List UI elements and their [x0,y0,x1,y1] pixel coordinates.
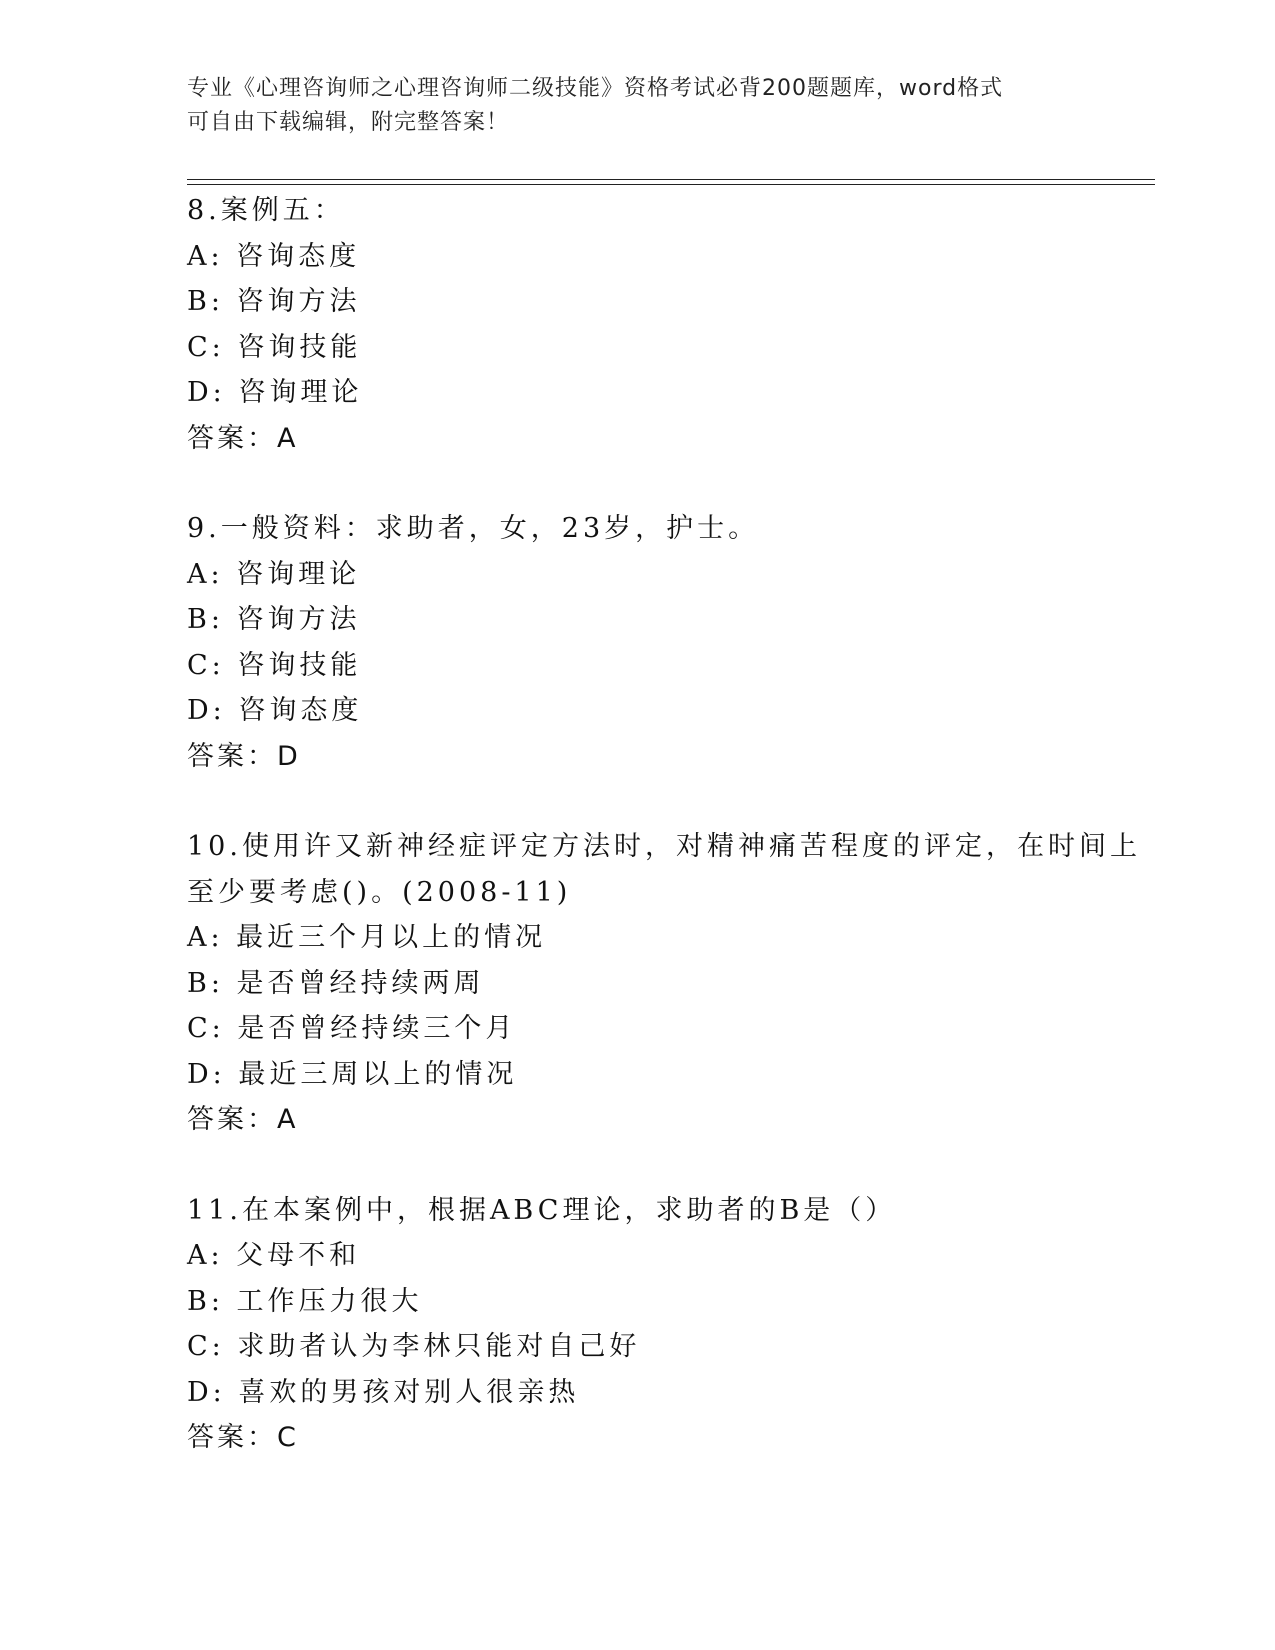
header-line-2: 可自由下载编辑，附完整答案！ [187,110,510,135]
option-c: C: 是否曾经持续三个月 [187,1013,517,1044]
answer-line: 答案：A [187,422,299,454]
answer-line: 答案：C [187,1422,299,1453]
option-a: A: 父母不和 [187,1240,361,1271]
question-stem-continued: 至少要考虑()。(2008-11) [187,876,572,908]
question-stem: 8.案例五： [187,195,345,226]
option-a: A: 最近三个月以上的情况 [187,922,547,953]
question-8 [187,188,1087,461]
document-header [187,72,1087,140]
question-10 [187,824,1141,1143]
option-d: D: 喜欢的男孩对别人很亲热 [187,1376,580,1408]
question-stem: 10.使用许又新神经症评定方法时，对精神痛苦程度的评定，在时间上 [187,831,1141,862]
option-b: B: 咨询方法 [187,604,361,635]
option-c: C: 咨询技能 [187,649,362,681]
header-divider [187,179,1155,185]
option-d: D: 咨询态度 [187,695,363,726]
option-b: B: 是否曾经持续两周 [187,967,485,999]
option-c: C: 求助者认为李林只能对自己好 [187,1331,641,1362]
option-a: A: 咨询理论 [187,558,361,590]
option-a: A: 咨询态度 [187,240,361,272]
question-9 [187,506,1087,779]
option-d: D: 咨询理论 [187,377,363,408]
answer-line: 答案：A [187,1104,299,1135]
option-d: D: 最近三周以上的情况 [187,1058,518,1090]
question-list [187,188,1141,1506]
question-11 [187,1188,1087,1461]
header-line-1: 专业《心理咨询师之心理咨询师二级技能》资格考试必背200题题库，word格式 [187,76,1004,101]
question-stem: 9.一般资料：求助者，女，23岁，护士。 [187,513,760,544]
answer-line: 答案：D [187,740,301,772]
option-b: B: 工作压力很大 [187,1285,423,1317]
question-stem: 11.在本案例中，根据ABC理论，求助者的B是（） [187,1194,897,1226]
option-c: C: 咨询技能 [187,331,362,363]
option-b: B: 咨询方法 [187,286,361,317]
